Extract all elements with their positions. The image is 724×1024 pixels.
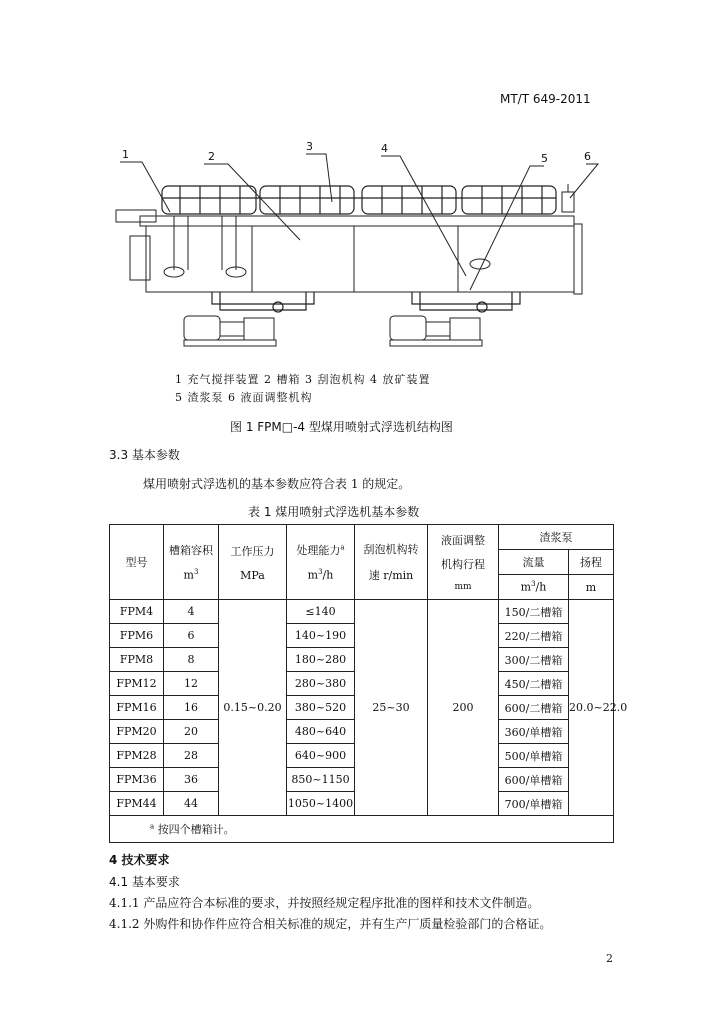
cell-pump-head-shared: 20.0~22.0 — [569, 600, 614, 816]
cell-capacity: 850~1150 — [287, 768, 355, 792]
clause-4-1-2: 4.1.2 外购件和协作件应符合相关标准的规定，并有生产厂质量检验部门的合格证。 — [109, 917, 552, 931]
callout-5: 5 — [541, 152, 548, 165]
railings — [162, 186, 556, 214]
standard-code: MT/T 649-2011 — [500, 92, 591, 106]
section-3-3-heading: 3.3 基本参数 — [109, 448, 180, 462]
cell-pressure-shared: 0.15~0.20 — [219, 600, 287, 816]
cell-model: FPM20 — [110, 720, 164, 744]
figure-legend-line-2: 5 渣浆泵 6 液面调整机构 — [175, 391, 313, 404]
cell-volume: 28 — [164, 744, 219, 768]
cell-capacity: 380~520 — [287, 696, 355, 720]
cell-flow: 450/二槽箱 — [499, 672, 569, 696]
cell-volume: 8 — [164, 648, 219, 672]
section-3-3-text: 煤用喷射式浮选机的基本参数应符合表 1 的规定。 — [143, 477, 411, 491]
header-model: 型号 — [110, 525, 164, 600]
cell-model: FPM36 — [110, 768, 164, 792]
cell-capacity: 280~380 — [287, 672, 355, 696]
cell-flow: 600/单槽箱 — [499, 768, 569, 792]
cell-model: FPM12 — [110, 672, 164, 696]
cell-volume: 16 — [164, 696, 219, 720]
slurry-pumps — [184, 316, 482, 346]
cell-scraper-speed-shared: 25~30 — [355, 600, 428, 816]
aeration-mixers — [164, 216, 490, 277]
cell-flow: 360/单槽箱 — [499, 720, 569, 744]
cell-capacity: 140~190 — [287, 624, 355, 648]
header-capacity: 处理能力$^a$ $m^3/h$ — [287, 525, 355, 600]
header-level-stroke: 液面调整 机构行程 mm — [428, 525, 499, 600]
section-4-1-heading: 4.1 基本要求 — [109, 875, 180, 889]
header-pump-head-unit: m — [569, 575, 614, 600]
cell-capacity: 1050~1400 — [287, 792, 355, 816]
piping — [212, 292, 520, 312]
cell-capacity: 180~280 — [287, 648, 355, 672]
callout-4: 4 — [381, 142, 388, 155]
clause-4-1-1: 4.1.1 产品应符合本标准的要求，并按照经规定程序批准的图样和技术文件制造。 — [109, 896, 540, 910]
tank-body — [116, 210, 582, 294]
callout-6: 6 — [584, 150, 591, 163]
header-scraper-speed: 刮泡机构转 速 r/min — [355, 525, 428, 600]
cell-model: FPM4 — [110, 600, 164, 624]
table-row — [110, 600, 614, 624]
callout-3: 3 — [306, 140, 313, 153]
callout-2: 2 — [208, 150, 215, 163]
figure-caption: 图 1 FPM□-4 型煤用喷射式浮选机结构图 — [230, 420, 453, 434]
table-caption: 表 1 煤用喷射式浮选机基本参数 — [248, 505, 420, 519]
cell-flow: 600/二槽箱 — [499, 696, 569, 720]
cell-volume: 36 — [164, 768, 219, 792]
header-slurry-pump: 渣浆泵 — [499, 525, 614, 550]
cell-volume: 12 — [164, 672, 219, 696]
cell-flow: 300/二槽箱 — [499, 648, 569, 672]
figure-legend-line-1: 1 充气搅拌装置 2 槽箱 3 刮泡机构 4 放矿装置 — [175, 373, 431, 386]
cell-model: FPM28 — [110, 744, 164, 768]
section-4-heading: 4 技术要求 — [109, 853, 170, 867]
callout-1: 1 — [122, 148, 129, 161]
cell-volume: 6 — [164, 624, 219, 648]
cell-level-stroke-shared: 200 — [428, 600, 499, 816]
cell-model: FPM44 — [110, 792, 164, 816]
cell-volume: 4 — [164, 600, 219, 624]
cell-model: FPM16 — [110, 696, 164, 720]
cell-model: FPM6 — [110, 624, 164, 648]
header-flow: 流量 — [499, 550, 569, 575]
cell-model: FPM8 — [110, 648, 164, 672]
header-flow-unit: $m^3/h$ — [499, 575, 569, 600]
cell-capacity: ≤140 — [287, 600, 355, 624]
cell-volume: 20 — [164, 720, 219, 744]
page-number: 2 — [606, 952, 613, 965]
header-working-pressure: 工作压力 MPa — [219, 525, 287, 600]
level-adjuster — [562, 184, 574, 212]
cell-capacity: 480~640 — [287, 720, 355, 744]
cell-capacity: 640~900 — [287, 744, 355, 768]
header-tank-volume: 槽箱容积 $m^3$ — [164, 525, 219, 600]
header-pump-head: 扬程 — [569, 550, 614, 575]
parameter-table — [109, 524, 628, 843]
table-footnote: $^a$ 按四个槽箱计。 — [110, 816, 614, 843]
cell-flow: 220/二槽箱 — [499, 624, 569, 648]
cell-flow: 700/单槽箱 — [499, 792, 569, 816]
cell-volume: 44 — [164, 792, 219, 816]
cell-flow: 500/单槽箱 — [499, 744, 569, 768]
cell-flow: 150/二槽箱 — [499, 600, 569, 624]
flotation-machine-drawing — [100, 140, 620, 360]
